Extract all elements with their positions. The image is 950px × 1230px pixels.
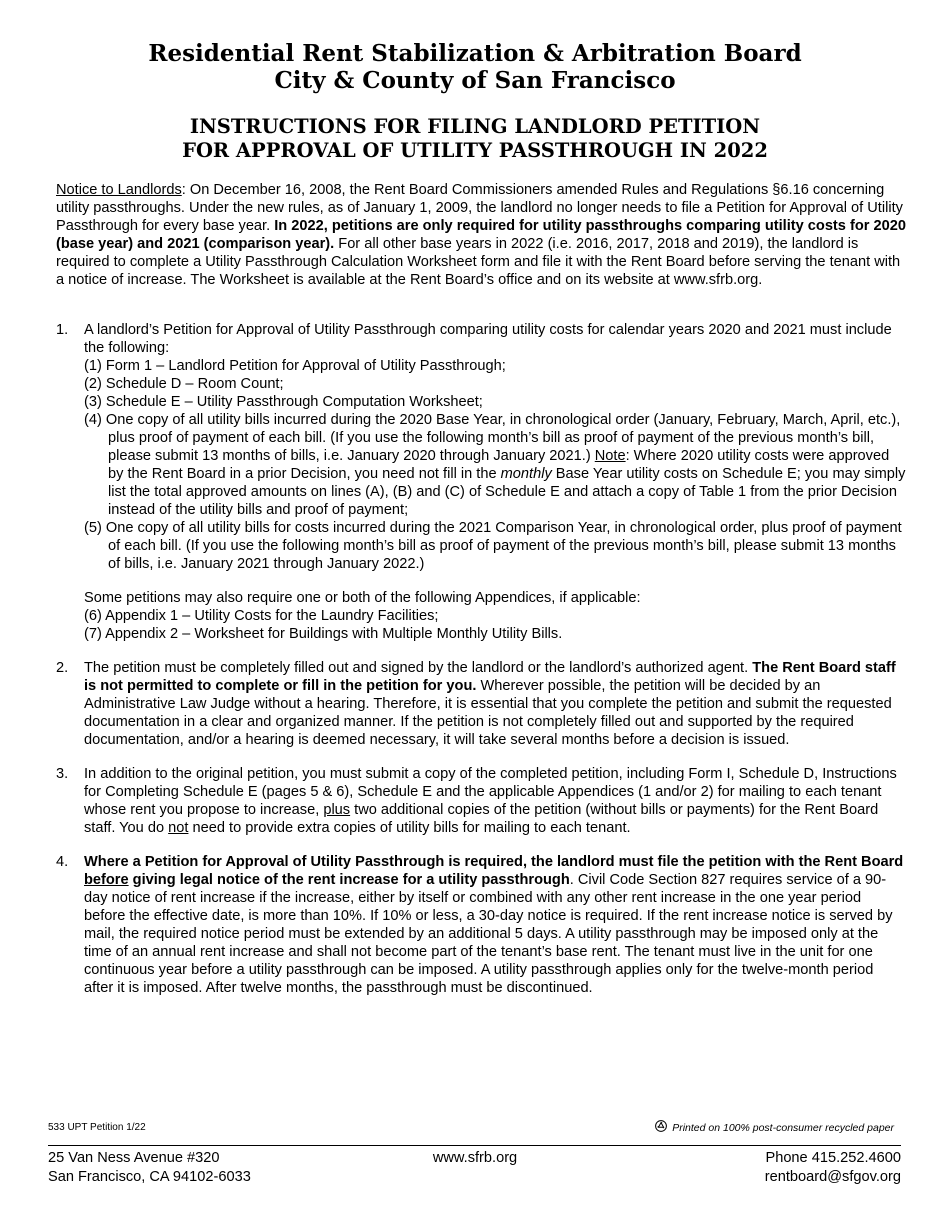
item-3-text-a: In addition to the original petition, you must submit a copy of the completed petition, including Form I, Schedule D, Instructions for Completing Schedule E (pages 5 & 6), Schedule E and the applicable Appendices (1 and/or 2) for mailing to each tenant whose rent you propose to increase,	[84, 766, 897, 818]
item-4-bold-a: Where a Petition for Approval of Utility Passthrough is required, the landlord must file the petition with the Rent Board	[84, 854, 904, 870]
item-4-text	[84, 853, 906, 997]
notice-paragraph	[56, 181, 906, 289]
instructions-list	[56, 321, 906, 1013]
document-title	[0, 115, 950, 163]
footer-divider	[48, 1145, 901, 1146]
required-document-5: (5) One copy of all utility bills for costs incurred during the 2021 Comparison Year, in chronological order, plus proof of payment of each bill. (If you use the following month’s bill as proof of payment of the previous month’s bill, please submit 13 months of bills, i.e. January 2021 through January 2022.)	[84, 520, 902, 572]
item-4-bold-b: giving legal notice of the rent increase for a utility passthrough	[128, 872, 570, 888]
item-4-text-body: . Civil Code Section 827 requires service of a 90-day notice of rent increase if the increase, either by itself or combined with any other rent increase in the one year period before the effective date, is more than 10%. If 10% or less, a 30-day notice is required. If the rent increase notice is served by mail, the required notice period must be extended by an additional 5 days. A utility passthrough may be imposed only at the time of an annual rent increase and shall not become part of the tenant’s base rent. The tenant must live in the unit for one continuous year before a utility passthrough can be imposed. A utility passthrough applies only for the twelve-month period after it is imposed. After twelve months, the passthrough must be discontinued.	[84, 872, 893, 996]
organization-header	[0, 40, 950, 94]
item-number: 2.	[56, 660, 69, 676]
item-3-underline-plus: plus	[323, 802, 351, 818]
org-name: Residential Rent Stabilization & Arbitration Board	[148, 40, 802, 67]
required-document-1: (1) Form 1 – Landlord Petition for Approval of Utility Passthrough;	[84, 358, 506, 374]
item-3-text-c: need to provide extra copies of utility bills for mailing to each tenant.	[188, 820, 631, 836]
doc-4-text: (4) One copy of all utility bills incurred during the 2020 Base Year, in chronological order (January, February, March, April, etc.), plus proof of payment of each bill. (If you use the following month’s bill as proof of payment of the previous month’s bill, please submit 13 months of bills, i.e. January 2020 through January 2021.)	[84, 412, 901, 464]
appendix-2: (7) Appendix 2 – Worksheet for Buildings with Multiple Monthly Utility Bills.	[84, 626, 563, 642]
email: rentboard@sfgov.org	[764, 1169, 901, 1185]
address-line-1: 25 Van Ness Avenue #320	[48, 1150, 220, 1166]
item-4-bold-underline: before	[84, 872, 129, 888]
required-document-2: (2) Schedule D – Room Count;	[84, 376, 284, 392]
doc-4-italic: monthly	[500, 466, 552, 482]
item-2-text	[84, 659, 906, 749]
address-line-2: San Francisco, CA 94102-6033	[48, 1169, 251, 1185]
notice-text: : On December 16, 2008, the Rent Board Commissioners amended Rules and Regulations §6.16 concerning utility passthroughs. Under the new rules, as of January 1, 2009, the landlord no longer needs to file a Petition for Approval of Utility Passthrough for every base year.	[56, 182, 903, 234]
contact-info	[765, 1149, 901, 1187]
appendix-1: (6) Appendix 1 – Utility Costs for the Laundry Facilities;	[84, 608, 439, 624]
item-number: 1.	[56, 322, 69, 338]
item-3-text	[84, 765, 906, 837]
required-documents-list	[84, 357, 906, 573]
org-jurisdiction: City & County of San Francisco	[274, 67, 676, 94]
notice-label: Notice to Landlords	[56, 182, 182, 198]
title-line-1: INSTRUCTIONS FOR FILING LANDLORD PETITION	[189, 115, 761, 138]
recycle-icon	[655, 1120, 667, 1135]
item-number: 4.	[56, 854, 69, 870]
item-2-bold: The Rent Board staff is not permitted to complete or fill in the petition for you.	[84, 660, 896, 694]
notice-text-continued: For all other base years in 2022 (i.e. 2016, 2017, 2018 and 2019), the landlord is required to complete a Utility Passthrough Calculation Worksheet form and file it with the Rent Board before serving the tenant with a notice of increase. The Worksheet is available at the Rent Board’s office and on its website at www.sfrb.org.	[56, 236, 901, 288]
doc-4-text-b: : Where 2020 utility costs were approved by the Rent Board in a prior Decision, you need not fill in the	[108, 448, 890, 482]
instruction-item-4	[56, 853, 906, 997]
appendices-list	[84, 607, 906, 643]
recycled-text: Printed on 100% post-consumer recycled paper	[672, 1121, 894, 1134]
appendix-lead: Some petitions may also require one or both of the following Appendices, if applicable:	[84, 590, 641, 606]
doc-4-note-label: Note	[594, 448, 626, 464]
form-code: 533 UPT Petition 1/22	[48, 1122, 146, 1133]
notice-bold-text: In 2022, petitions are only required for utility passthroughs comparing utility costs for 2020 (base year) and 2021 (comparison year).	[56, 218, 906, 252]
required-document-3: (3) Schedule E – Utility Passthrough Computation Worksheet;	[84, 394, 483, 410]
item-1-lead: A landlord’s Petition for Approval of Utility Passthrough comparing utility costs for calendar years 2020 and 2021 must include the following:	[84, 322, 892, 356]
website: www.sfrb.org	[432, 1150, 518, 1166]
item-number: 3.	[56, 766, 69, 782]
recycled-paper-note	[655, 1120, 894, 1135]
item-2-text-a: The petition must be completely filled out and signed by the landlord or the landlord’s authorized agent.	[84, 660, 753, 676]
item-2-text-b: Wherever possible, the petition will be decided by an Administrative Law Judge without a hearing. Therefore, it is essential that you complete the petition and submit the requested documentation in a clear and organized manner. If the petition is not completely filled out and supported by the required documentation, and/or a hearing is deemed necessary, it will take several months before a decision is issued.	[84, 678, 892, 748]
phone: Phone 415.252.4600	[765, 1150, 901, 1166]
required-document-4	[84, 411, 906, 519]
instruction-item-2	[56, 659, 906, 749]
doc-4-text-c: Base Year utility costs on Schedule E; you may simply list the total approved amounts on lines (A), (B) and (C) of Schedule E and attach a copy of Table 1 from the prior Decision instead of the utility bills and proof of payment;	[108, 466, 906, 518]
instruction-item-3	[56, 765, 906, 837]
title-line-2: FOR APPROVAL OF UTILITY PASSTHROUGH IN 2022	[182, 139, 768, 162]
item-3-underline-not: not	[168, 820, 189, 836]
instruction-item-1	[56, 321, 906, 643]
item-3-text-b: two additional copies of the petition (without bills or payments) for the Rent Board staff. You do	[84, 802, 879, 836]
